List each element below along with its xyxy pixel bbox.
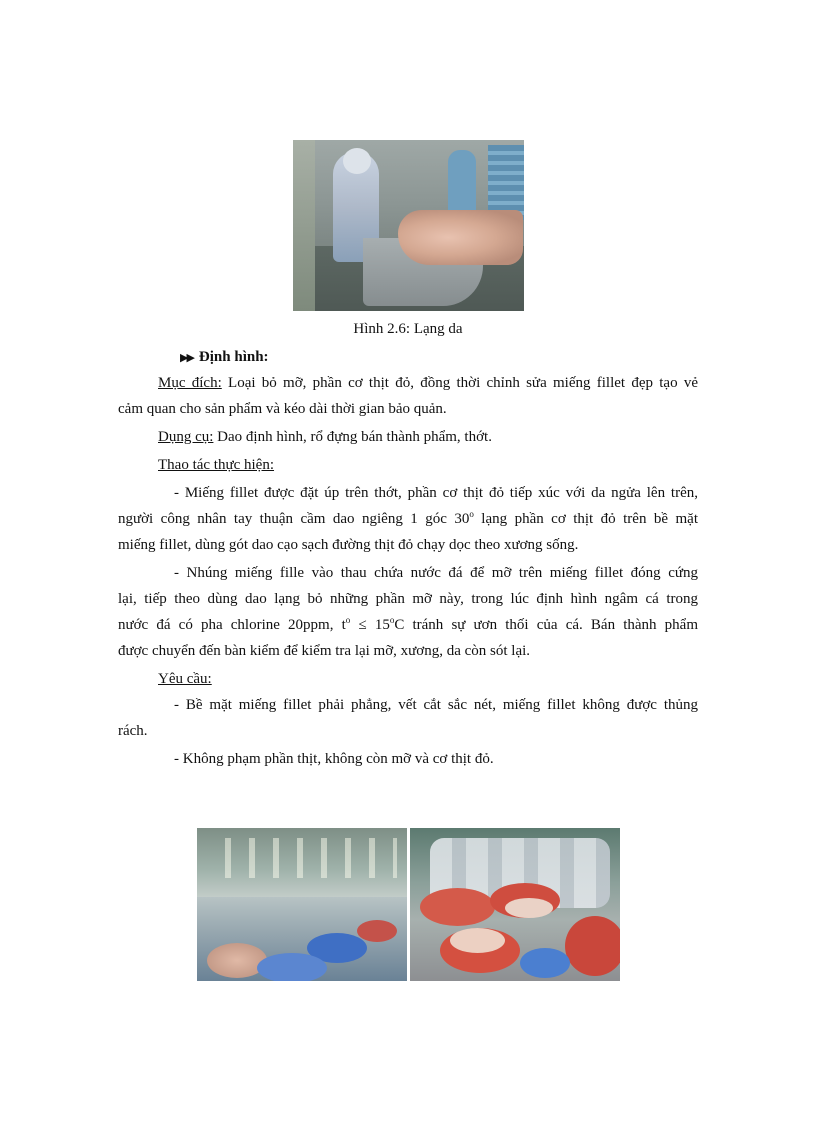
procedure-p1-line-1: [118, 482, 698, 504]
procedure-p1-line-2: [118, 508, 698, 530]
procedure-p1-line-2-text-a: người công nhân tay thuận cầm dao ngiêng 1 góc 30: [118, 511, 470, 527]
tools-text: Dao định hình, rổ đựng bán thành phẩm, thớt.: [213, 429, 492, 445]
procedure-p2-line-3-text-b: ≤ 15: [350, 617, 390, 633]
trimming-tables-photo: [410, 828, 620, 981]
requirement-1-line-1-text: - Bề mặt miếng fillet phải phẳng, vết cắt sắc nét, miếng fillet không được thủng: [174, 697, 698, 713]
requirements-label: Yêu cầu:: [158, 671, 212, 687]
tools-label: Dụng cụ:: [158, 429, 214, 445]
section-heading: [180, 346, 269, 369]
figure-caption: Hình 2.6: Lạng da: [353, 321, 463, 337]
purpose-line-2: cảm quan cho sản phẩm và kéo dài thời gian bảo quản.: [118, 401, 447, 417]
procedure-label: Thao tác thực hiện:: [158, 457, 275, 473]
procedure-p2-line-3: [118, 614, 698, 636]
tools-line: [158, 426, 492, 448]
procedure-p2-line-3-text-a: nước đá có pha chlorine 20ppm, t: [118, 617, 346, 633]
purpose-line-1: [118, 372, 698, 394]
procedure-p2-line-3-text-c: C tránh sự ươn thối của cá. Bán thành phẩm: [394, 617, 699, 633]
requirement-1-line-2: rách.: [118, 723, 148, 739]
procedure-p1-line-2-text-b: lạng phần cơ thịt đỏ trên bề mặt: [473, 511, 699, 527]
section-heading-text: Định hình:: [198, 349, 269, 365]
requirement-2: - Không phạm phần thịt, không còn mỡ và cơ thịt đỏ.: [174, 751, 494, 767]
procedure-p2-line-1-text: - Nhúng miếng fille vào thau chứa nước đá để mỡ trên miếng fillet đóng cứng: [174, 565, 698, 581]
celsius-superscript: o: [389, 615, 395, 625]
requirement-1-line-1: [118, 694, 698, 716]
procedure-p2-line-4: được chuyển đến bàn kiểm để kiểm tra lại mỡ, xương, da còn sót lại.: [118, 643, 531, 659]
procedure-p1-line-1-text: - Miếng fillet được đặt úp trên thớt, phần cơ thịt đỏ tiếp xúc với da ngửa lên trên,: [174, 485, 698, 501]
procedure-p1-line-3: miếng fillet, dùng gót dao cạo sạch đường thịt đỏ chạy dọc theo xương sống.: [118, 537, 579, 553]
procedure-p2-line-2: lại, tiếp theo dùng dao lạng bỏ những phần mỡ này, trong lúc định hình ngâm cá trong: [118, 591, 698, 607]
purpose-text-1: Loại bỏ mỡ, phần cơ thịt đỏ, đồng thời chỉnh sửa miếng fillet đẹp tạo vẻ: [221, 375, 698, 391]
purpose-label: Mục đích:: [158, 375, 222, 391]
degree-superscript: o: [469, 509, 474, 519]
temperature-superscript: o: [345, 615, 351, 625]
skinning-photo: [293, 140, 524, 311]
double-right-arrow-icon: ▶▶: [180, 351, 193, 364]
processing-hall-photo: [197, 828, 407, 981]
procedure-p2-line-1: [118, 562, 698, 584]
